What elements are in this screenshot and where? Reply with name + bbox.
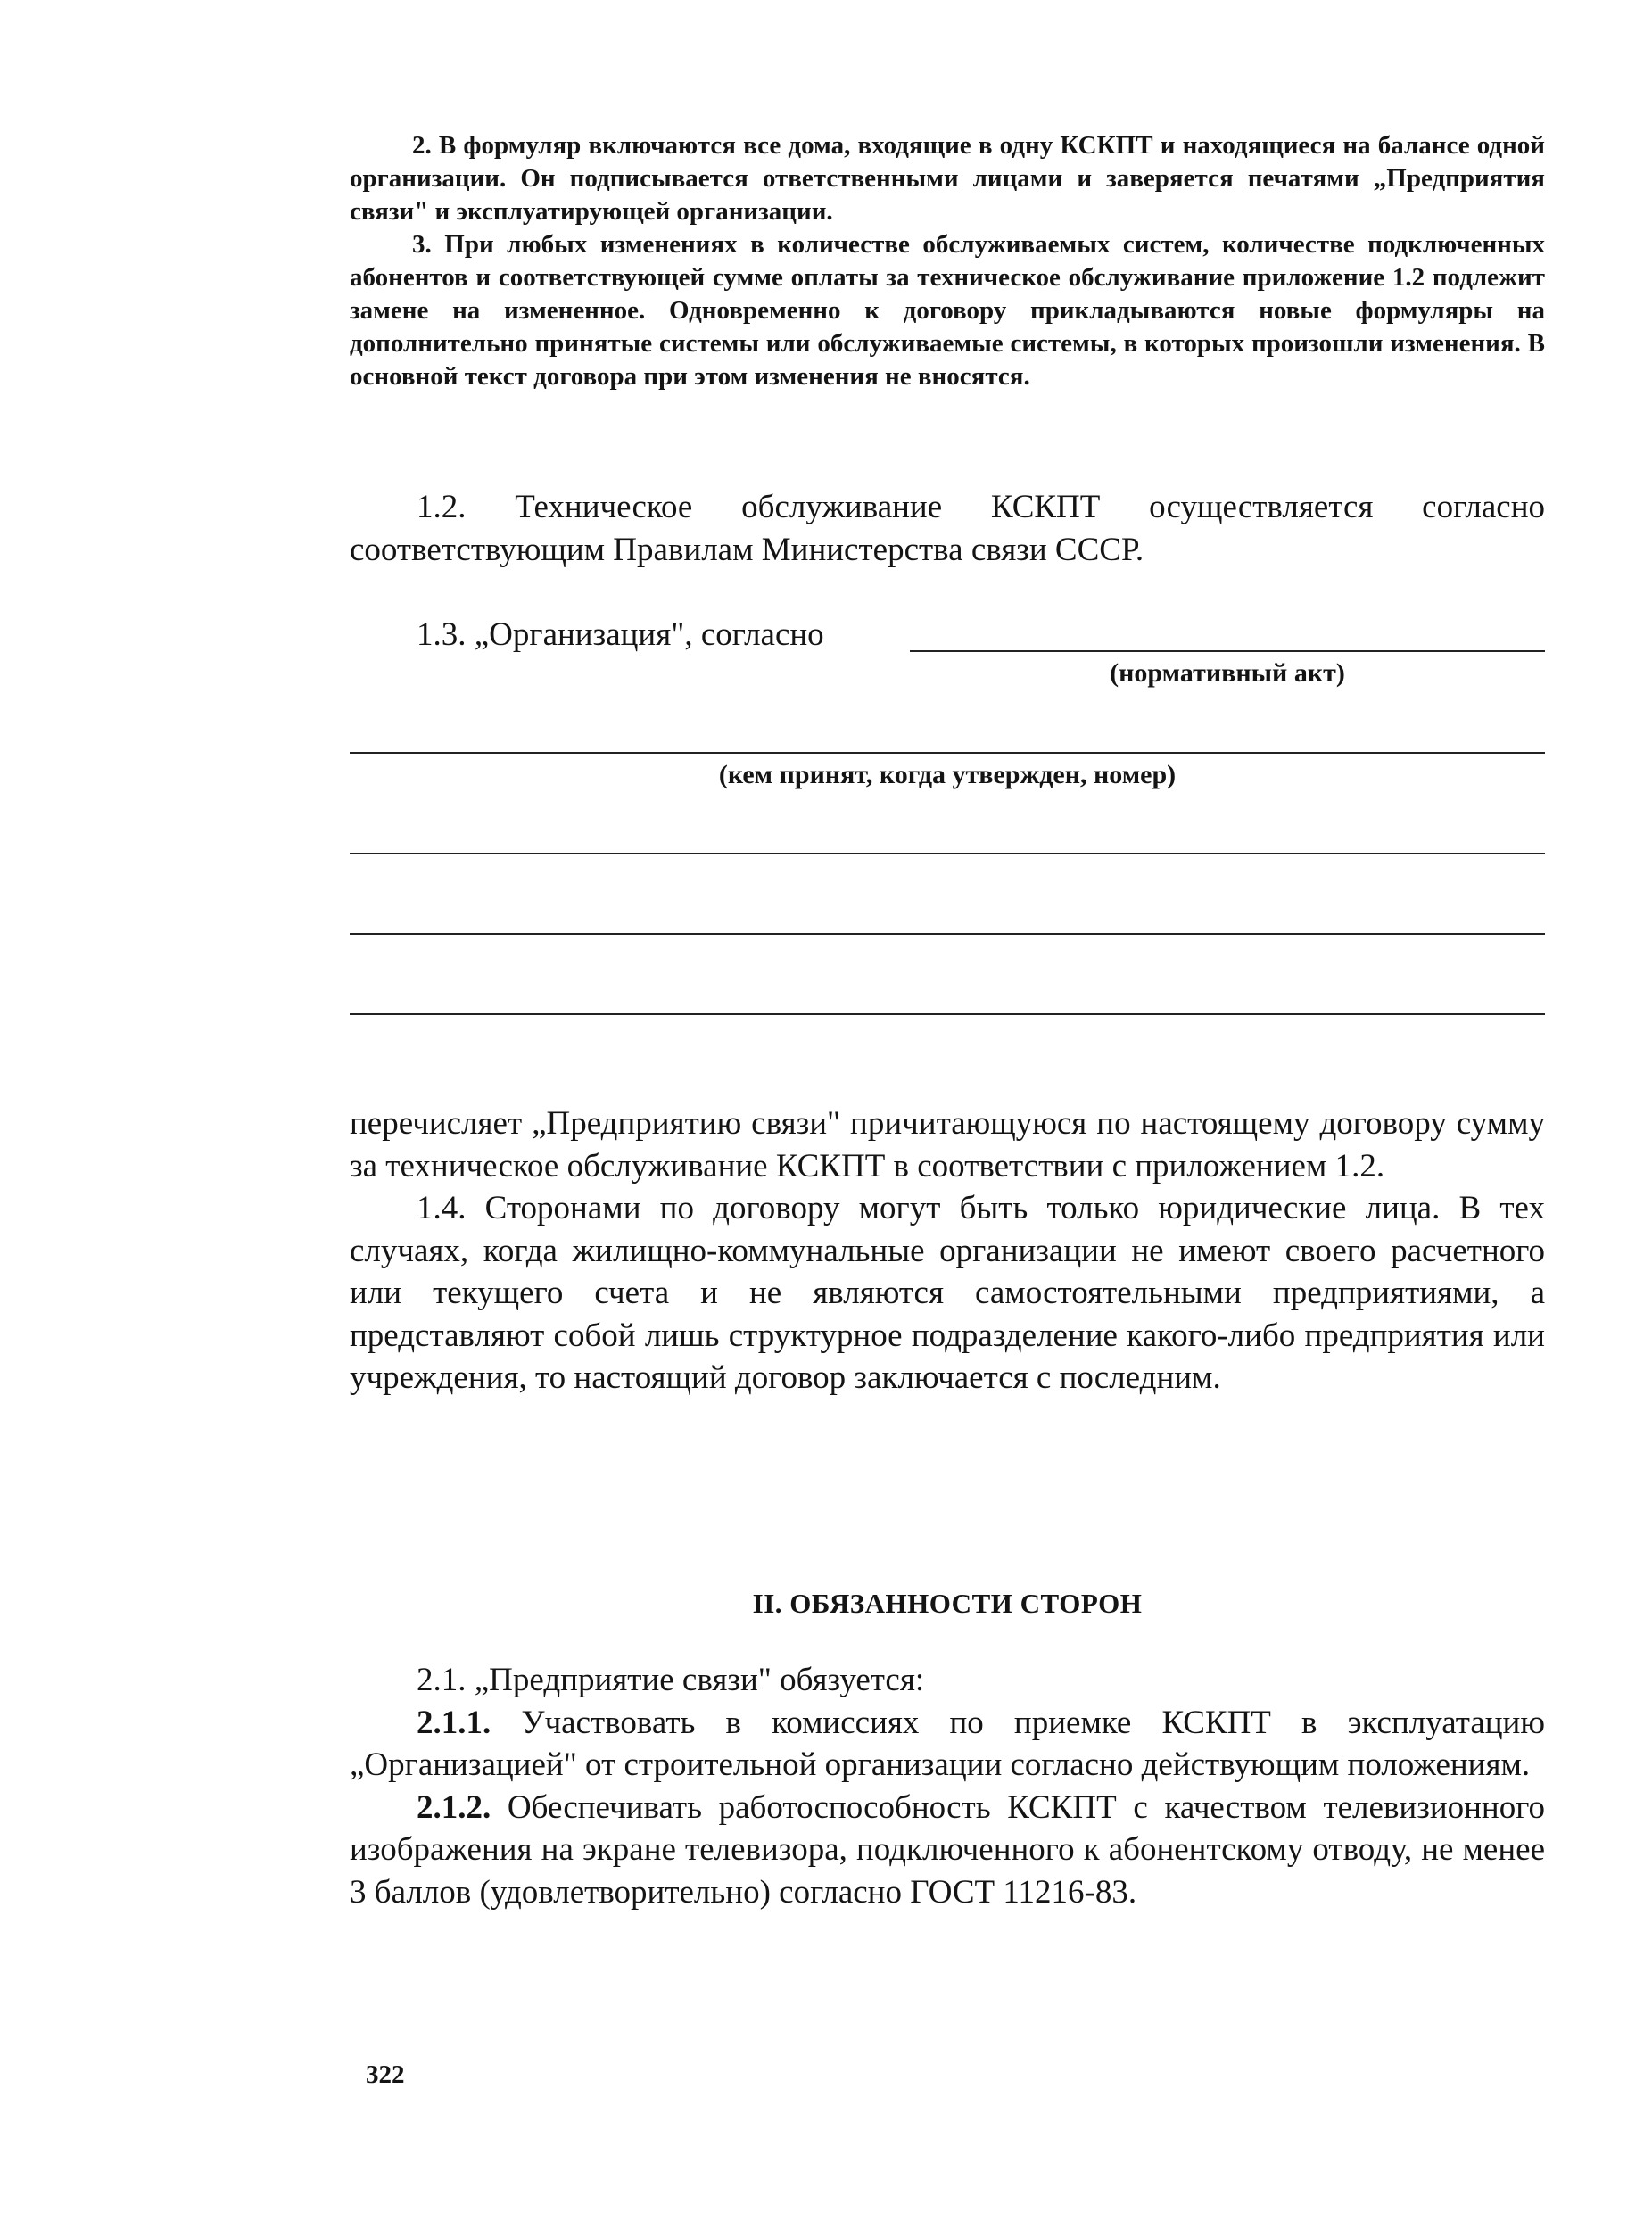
note-3: 3. При любых изменениях в количестве обслуживаемых систем, количестве подключенных абонентов и соответствующей сумме оплаты за техническое обслуживание приложение 1.2 подлежит замене на измененное. Одновременно к договору прикладываются новые формуляры на дополнительно принятые системы или обслуживаемые системы, в которых произошли изменения. В основной текст договора при этом изменения не вносятся.: [350, 230, 1545, 391]
caption-accepted-by: (кем принят, когда утвержден, номер): [718, 760, 1177, 789]
paragraph-2-1-1: [350, 1702, 1545, 1787]
fill-line-blank-3: [350, 1013, 1545, 1015]
fill-line-accepted-by: [350, 752, 1545, 754]
paragraph-2-1-2: [350, 1787, 1545, 1914]
paragraph-1-3-label: 1.3. „Организация", согласно: [417, 616, 824, 653]
section-heading-obligations: II. ОБЯЗАННОСТИ СТОРОН: [752, 1588, 1143, 1619]
paragraph-1-2-block: [350, 486, 1545, 571]
paragraph-1-2: 1.2. Техническое обслуживание КСКПТ осуществляется согласно соответствующим Правилам Министерства связи СССР.: [350, 489, 1545, 568]
paragraph-2-1-1-number: 2.1.1.: [417, 1704, 491, 1741]
paragraph-1-3-continuation: перечисляет „Предприятию связи" причитающуюся по настоящему договору сумму за техническое обслуживание КСКПТ в соответствии с приложением 1.2.: [350, 1105, 1545, 1185]
paragraph-2-1: 2.1. „Предприятие связи" обязуется:: [417, 1662, 925, 1698]
footnotes-block: [350, 129, 1545, 393]
note-2: 2. В формуляр включаются все дома, входящие в одну КСКПТ и находящиеся на балансе одной организации. Он подписывается ответственными лицами и заверяется печатями „Предприятия связи" и эксплуатирующей организации.: [350, 131, 1545, 226]
paragraph-2-1-2-text: Обеспечивать работоспособность КСКПТ с качеством телевизионного изображения на экране телевизора, подключенного к абонентскому отводу, не менее 3 баллов (удовлетворительно) согласно ГОСТ 11216-83.: [350, 1788, 1545, 1911]
section-2-body: [350, 1659, 1545, 1913]
fill-line-blank-2: [350, 933, 1545, 935]
paragraph-1-4: 1.4. Сторонами по договору могут быть только юридические лица. В тех случаях, когда жилищно-коммунальные организации не имеют своего расчетного или текущего счета и не являются самостоятельными предприятиями, а представляют собой лишь структурное подразделение какого-либо предприятия или учреждения, то настоящий договор заключается с последним.: [350, 1190, 1545, 1396]
page-number: 322: [366, 2060, 405, 2089]
paragraph-1-3-continuation-block: [350, 1102, 1545, 1399]
paragraph-2-1-1-text: Участвовать в комиссиях по приемке КСКПТ в эксплуатацию „Организацией" от строительной организации согласно действующим положениям.: [350, 1704, 1545, 1783]
fill-line-normative-act: [910, 650, 1545, 652]
paragraph-2-1-2-number: 2.1.2.: [417, 1788, 491, 1826]
fill-line-blank-1: [350, 853, 1545, 854]
caption-normative-act: (нормативный акт): [1110, 658, 1345, 688]
